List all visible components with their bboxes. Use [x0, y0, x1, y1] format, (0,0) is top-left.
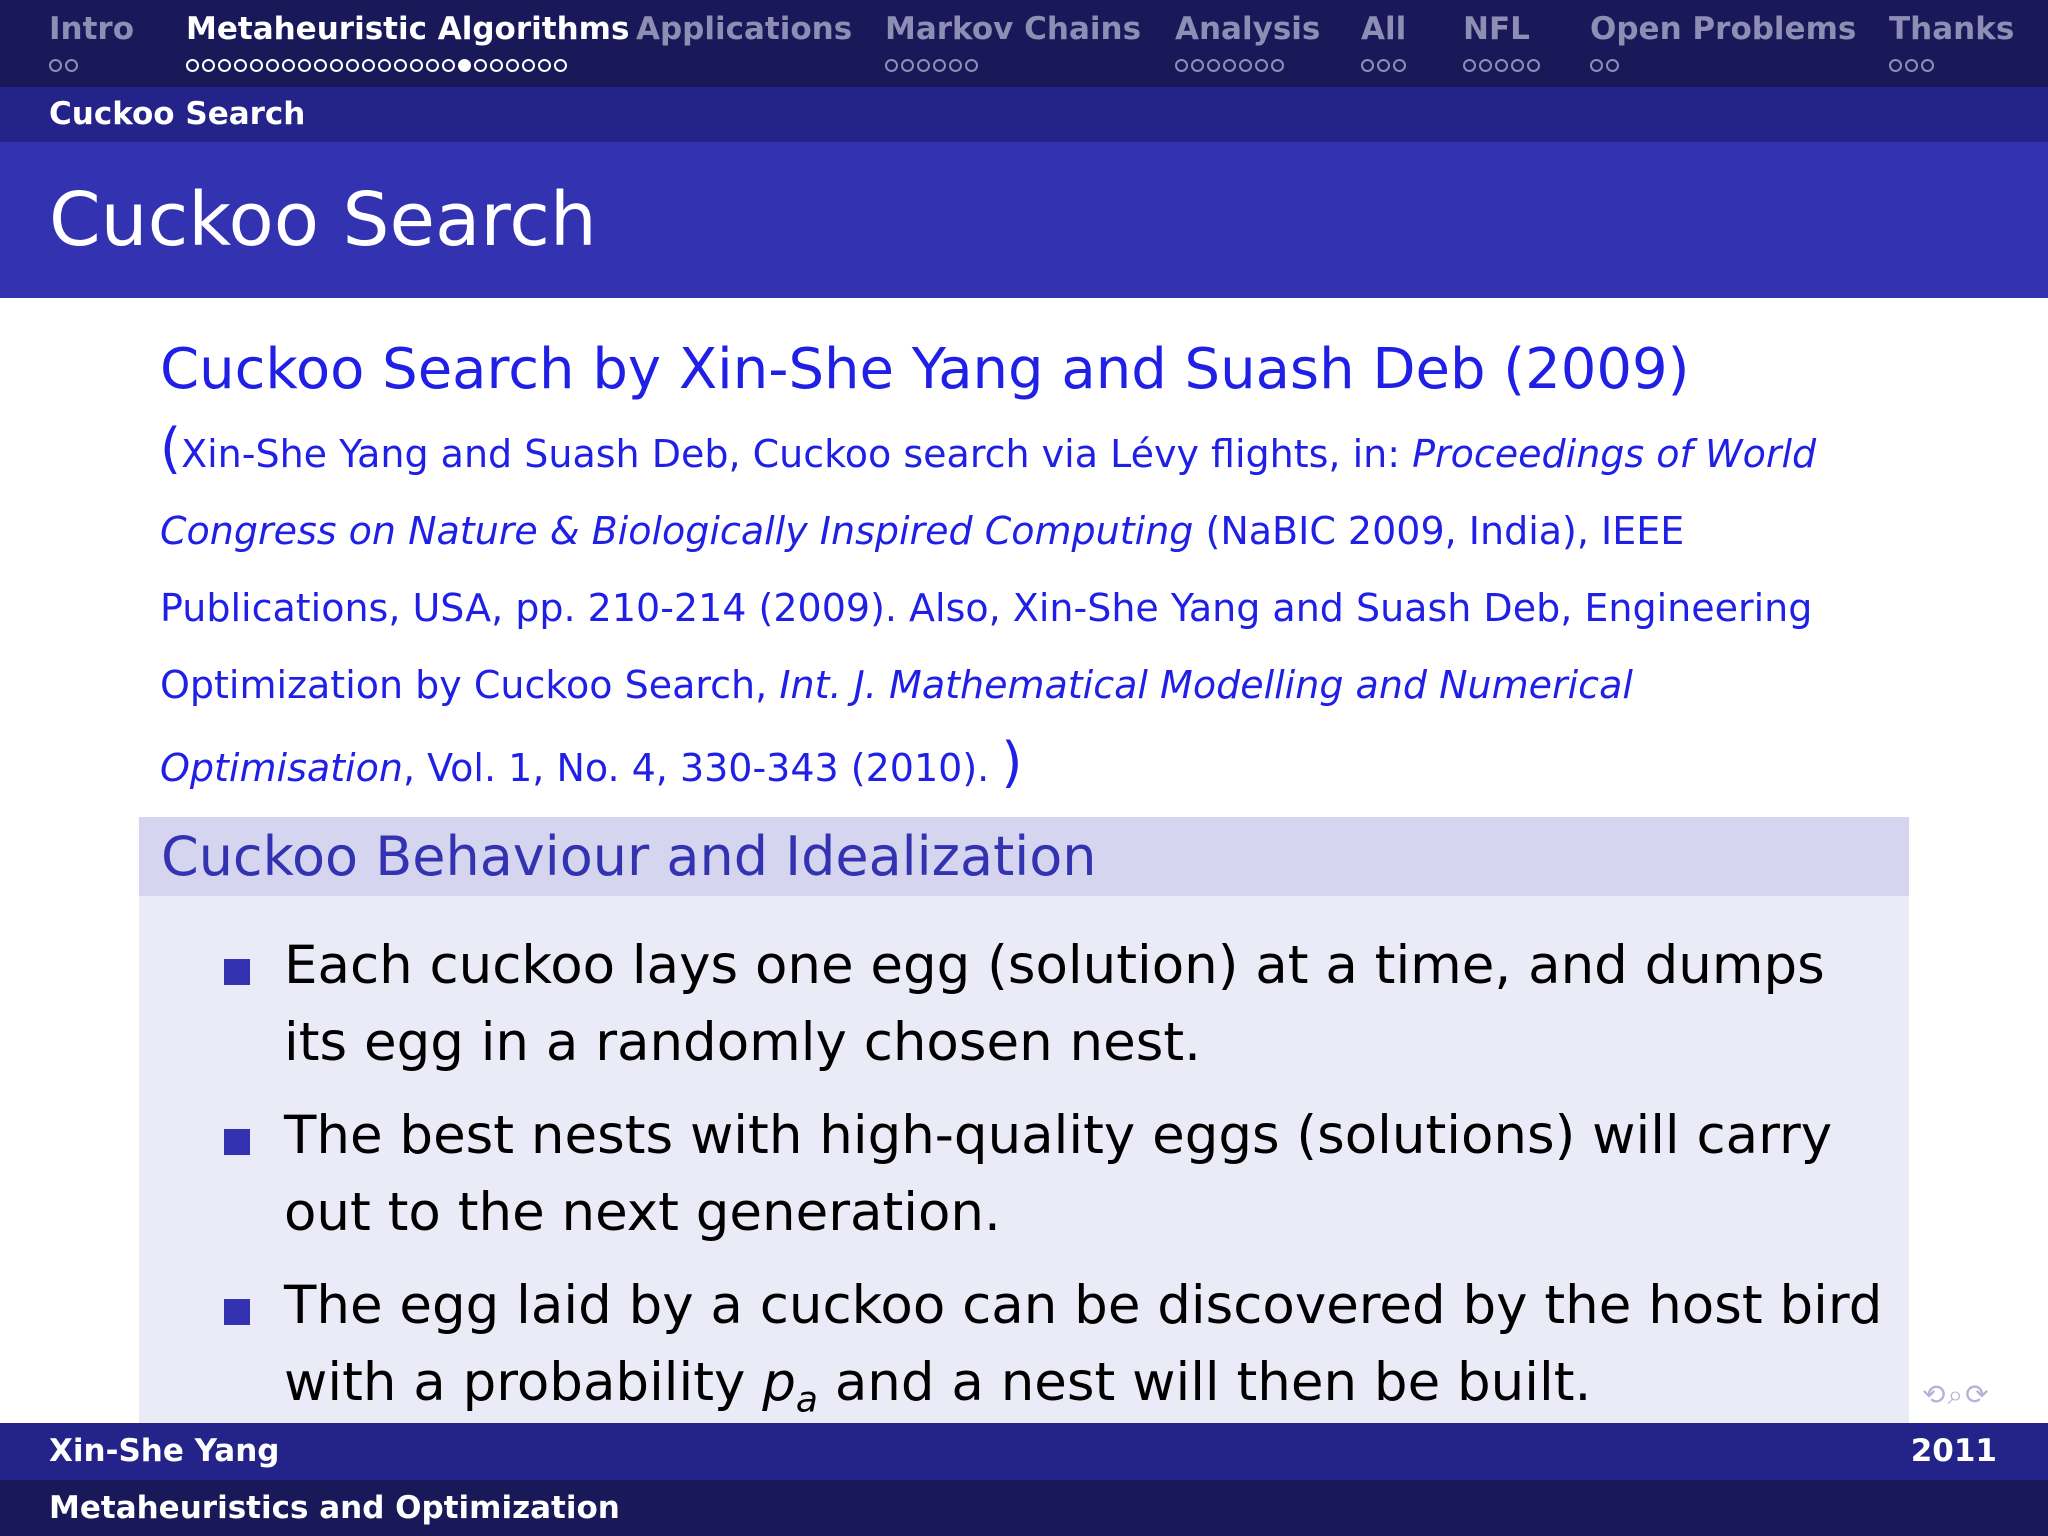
frame-dot[interactable] — [394, 59, 407, 72]
nav-section-label[interactable]: Thanks — [1889, 11, 2015, 47]
frame-dot[interactable] — [1495, 59, 1508, 72]
frame-dot[interactable] — [885, 59, 898, 72]
frame-dot[interactable] — [474, 59, 487, 72]
frame-dot[interactable] — [1377, 59, 1390, 72]
frame-dot[interactable] — [1239, 59, 1252, 72]
frame-dot[interactable] — [442, 59, 455, 72]
frame-title-bar — [0, 142, 2048, 298]
frame-dot[interactable] — [1463, 59, 1476, 72]
nav-section-intro[interactable] — [49, 0, 134, 58]
bullet-icon — [224, 959, 250, 985]
nav-section-label[interactable]: All — [1361, 11, 1407, 47]
frame-dot[interactable] — [965, 59, 978, 72]
nav-section-label[interactable]: Open Problems — [1590, 11, 1857, 47]
block-header — [139, 817, 1909, 896]
frame-dot[interactable] — [186, 59, 199, 72]
list-item — [139, 1267, 1909, 1439]
frame-dot[interactable] — [917, 59, 930, 72]
nav-section-label[interactable]: Analysis — [1175, 11, 1321, 47]
frame-dot[interactable] — [1889, 59, 1902, 72]
frame-dot[interactable] — [1223, 59, 1236, 72]
list-item — [139, 927, 1909, 1081]
frame-dot[interactable] — [933, 59, 946, 72]
frame-dot[interactable] — [1393, 59, 1406, 72]
frame-dot[interactable] — [250, 59, 263, 72]
nav-section-metaheuristic-algorithms[interactable] — [186, 0, 629, 58]
nav-dots[interactable] — [49, 59, 81, 75]
list-item-text: The egg laid by a cuckoo can be discovered by the host bird with a probability — [284, 1275, 1883, 1413]
frame-dot[interactable] — [1361, 59, 1374, 72]
frame-title: Cuckoo Search — [49, 177, 597, 263]
list-item-text-end: and a nest will then be built. — [817, 1352, 1592, 1413]
subsection-title[interactable]: Cuckoo Search — [49, 96, 306, 132]
citation-part-1: Xin-She Yang and Suash Deb, Cuckoo search via Lévy flights, in: — [181, 432, 1413, 476]
probability-symbol: p — [762, 1352, 796, 1413]
frame-dot[interactable] — [901, 59, 914, 72]
nav-section-applications[interactable] — [636, 0, 852, 58]
nav-dots[interactable] — [885, 59, 981, 75]
list-item-text: The best nests with high-quality eggs (solutions) will carry out to the next generation. — [284, 1105, 1833, 1243]
nav-section-analysis[interactable] — [1175, 0, 1320, 58]
idealization-block — [139, 817, 1909, 1423]
frame-dot[interactable] — [330, 59, 343, 72]
frame-dot[interactable] — [65, 59, 78, 72]
frame-dot[interactable] — [426, 59, 439, 72]
nav-section-open-problems[interactable] — [1590, 0, 1856, 58]
nav-dots[interactable] — [1889, 59, 1937, 75]
frame-dot[interactable] — [1921, 59, 1934, 72]
frame-dot[interactable] — [1527, 59, 1540, 72]
frame-dot[interactable] — [506, 59, 519, 72]
idealization-list — [139, 927, 1909, 1455]
frame-dot[interactable] — [378, 59, 391, 72]
nav-dots[interactable] — [1463, 59, 1543, 75]
nav-section-thanks[interactable] — [1889, 0, 2014, 58]
nav-section-label[interactable]: Markov Chains — [885, 11, 1142, 47]
nav-dots[interactable] — [186, 59, 570, 75]
frame-dot[interactable] — [266, 59, 279, 72]
frame-dot[interactable] — [1905, 59, 1918, 72]
frame-dot[interactable] — [1590, 59, 1603, 72]
footer-title: Metaheuristics and Optimization — [49, 1490, 620, 1526]
frame-dot[interactable] — [1511, 59, 1524, 72]
bullet-icon — [224, 1299, 250, 1325]
frame-dot[interactable] — [218, 59, 231, 72]
nav-section-label[interactable]: Intro — [49, 11, 135, 47]
frame-dot[interactable] — [234, 59, 247, 72]
frame-dot[interactable] — [314, 59, 327, 72]
citation-part-3: , Vol. 1, No. 4, 330-343 (2010). — [402, 746, 1002, 790]
frame-dot[interactable] — [949, 59, 962, 72]
frame-dot[interactable] — [410, 59, 423, 72]
frame-dot[interactable] — [1606, 59, 1619, 72]
nav-dots[interactable] — [1361, 59, 1409, 75]
navigation-symbols-icon[interactable]: ⟲⌕⟳ — [1922, 1378, 1991, 1411]
citation-proceedings: Proceedings of World Congress on Nature & Biologically Inspired Computing — [160, 432, 1817, 553]
footer-year: 2011 — [1910, 1433, 1997, 1469]
nav-section-label[interactable]: Applications — [636, 11, 853, 47]
nav-dots[interactable] — [1590, 59, 1622, 75]
nav-section-label[interactable]: NFL — [1463, 11, 1530, 47]
footer-author: Xin-She Yang — [49, 1433, 280, 1469]
section-navigation — [0, 0, 2048, 87]
list-item — [139, 1097, 1909, 1251]
nav-section-all[interactable] — [1361, 0, 1406, 58]
bullet-icon — [224, 1129, 250, 1155]
nav-section-markov-chains[interactable] — [885, 0, 1141, 58]
nav-section-nfl[interactable] — [1463, 0, 1530, 58]
frame-dot[interactable] — [1479, 59, 1492, 72]
list-item-text: Each cuckoo lays one egg (solution) at a time, and dumps its egg in a randomly chosen nest. — [284, 935, 1825, 1073]
open-paren: ( — [160, 417, 182, 480]
frame-dot[interactable] — [554, 59, 567, 72]
nav-section-label[interactable]: Metaheuristic Algorithms — [186, 11, 630, 47]
reference-citation — [160, 410, 1860, 807]
frame-dot[interactable] — [1175, 59, 1188, 72]
frame-dot[interactable] — [49, 59, 62, 72]
frame-dot[interactable] — [282, 59, 295, 72]
subsection-bar — [0, 87, 2048, 142]
reference-title: Cuckoo Search by Xin-She Yang and Suash Deb (2009) — [160, 337, 1690, 402]
frame-dot[interactable] — [490, 59, 503, 72]
reference-block — [160, 330, 1860, 807]
frame-dot[interactable] — [346, 59, 359, 72]
citation-part-2: (NaBIC 2009, India), IEEE Publications, USA, pp. 210-214 (2009). Also, Xin-She Yang and Suash Deb, Engineering Optimization by Cuckoo Search, — [160, 509, 1813, 707]
close-paren: ) — [1001, 731, 1023, 794]
frame-dot[interactable] — [538, 59, 551, 72]
current-frame-dot[interactable] — [458, 59, 471, 72]
nav-dots[interactable] — [1175, 59, 1287, 75]
frame-dot[interactable] — [298, 59, 311, 72]
citation-journal: Int. J. Mathematical Modelling and Numerical Optimisation — [160, 663, 1633, 790]
frame-dot[interactable] — [1191, 59, 1204, 72]
frame-dot[interactable] — [1207, 59, 1220, 72]
frame-dot[interactable] — [362, 59, 375, 72]
frame-dot[interactable] — [522, 59, 535, 72]
frame-dot[interactable] — [1255, 59, 1268, 72]
probability-subscript: a — [795, 1379, 818, 1421]
footer-author-bar — [0, 1423, 2048, 1480]
block-title: Cuckoo Behaviour and Idealization — [161, 825, 1097, 888]
frame-dot[interactable] — [202, 59, 215, 72]
footer-title-bar — [0, 1480, 2048, 1536]
frame-dot[interactable] — [1271, 59, 1284, 72]
